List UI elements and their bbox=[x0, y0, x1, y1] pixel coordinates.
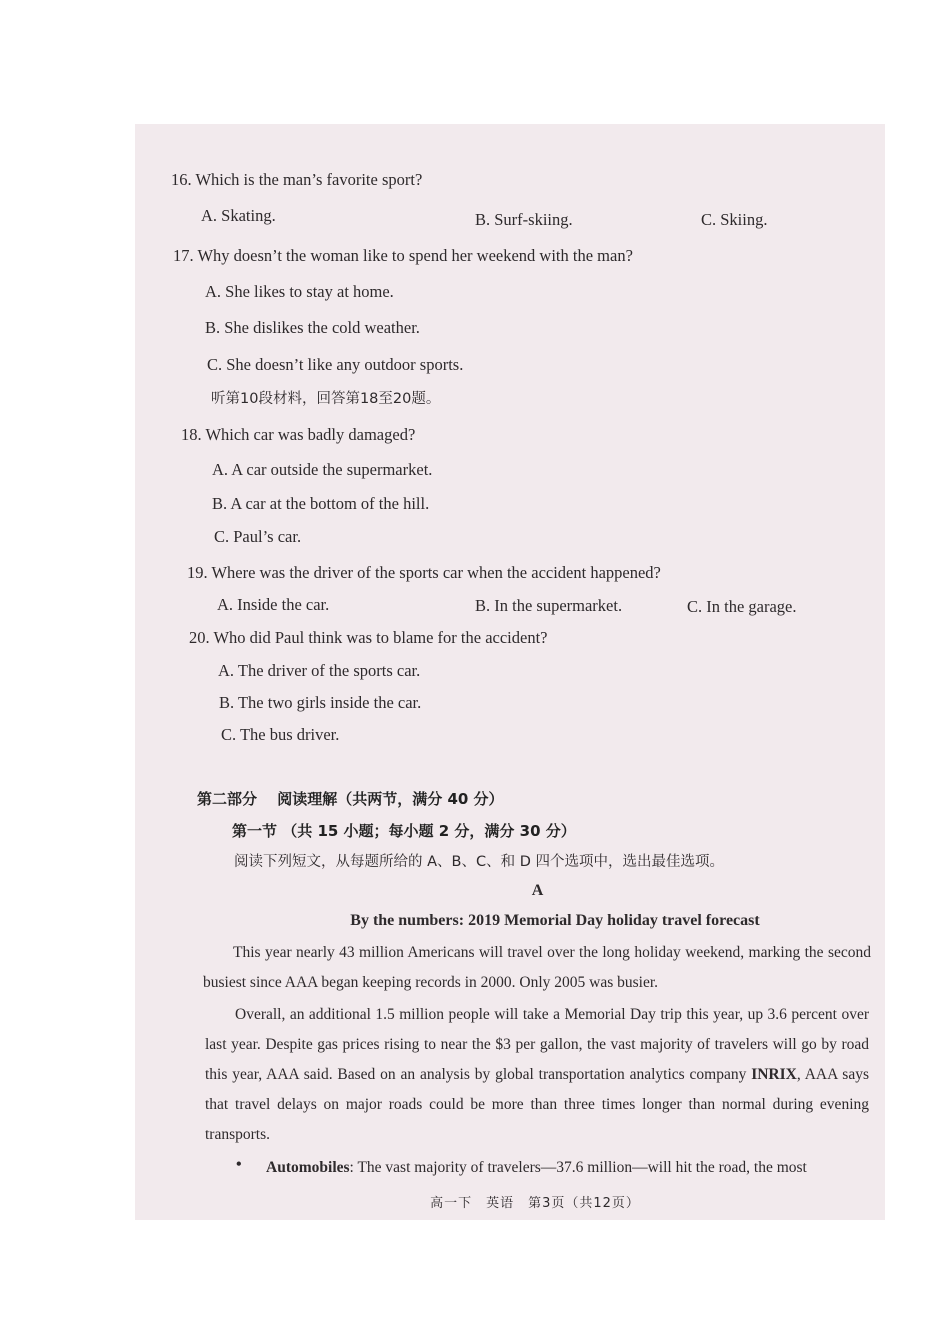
paragraph-2-text-start: Overall, an additional 1.5 million people will take a Memorial Day trip this year, up 3.6 percent over last year. Despite gas prices rising to near the $3 per gallon, the vast majority of travelers will go by road this year, AAA said. Based on an analysis by global transportation analytics company bbox=[205, 1006, 869, 1083]
section-one-heading: 第一节 （共 15 小题；每小题 2 分，满分 30 分） bbox=[232, 822, 576, 840]
paragraph-2-text-end: , AAA says that travel delays on major roads could be more than three times longer than normal during evening transports. bbox=[205, 1066, 869, 1143]
reading-instruction: 阅读下列短文，从每题所给的 A、B、C、和 D 四个选项中，选出最佳选项。 bbox=[234, 854, 724, 870]
passage-title: By the numbers: 2019 Memorial Day holiday travel forecast bbox=[350, 912, 760, 929]
question-17-option-b: B. She dislikes the cold weather. bbox=[205, 318, 420, 337]
question-18-stem: 18. Which car was badly damaged? bbox=[181, 425, 416, 444]
question-18-option-a: A. A car outside the supermarket. bbox=[212, 460, 433, 479]
paragraph-1-text: This year nearly 43 million Americans will travel over the long holiday weekend, marking the second busiest since AAA began keeping records in 2000. Only 2005 was busier. bbox=[203, 944, 871, 991]
exam-page bbox=[135, 124, 885, 1220]
question-19-option-b: B. In the supermarket. bbox=[475, 596, 623, 615]
question-20-stem: 20. Who did Paul think was to blame for the accident? bbox=[189, 628, 548, 647]
question-16-option-a: A. Skating. bbox=[201, 206, 276, 225]
question-20-option-c: C. The bus driver. bbox=[221, 725, 340, 744]
bullet-icon: • bbox=[236, 1156, 242, 1173]
question-17-option-c: C. She doesn’t like any outdoor sports. bbox=[207, 355, 464, 374]
question-19-stem: 19. Where was the driver of the sports car when the accident happened? bbox=[187, 563, 661, 582]
question-19-option-a: A. Inside the car. bbox=[217, 595, 330, 614]
question-20-option-a: A. The driver of the sports car. bbox=[218, 661, 421, 680]
question-18-option-b: B. A car at the bottom of the hill. bbox=[212, 494, 430, 513]
passage-paragraph-1 bbox=[203, 938, 871, 998]
question-18-option-c: C. Paul’s car. bbox=[214, 527, 302, 546]
question-16-option-b: B. Surf-skiing. bbox=[475, 210, 573, 229]
question-17-stem: 17. Why doesn’t the woman like to spend her weekend with the man? bbox=[173, 246, 633, 265]
bullet-term: Automobiles bbox=[266, 1159, 350, 1176]
question-17-option-a: A. She likes to stay at home. bbox=[205, 282, 394, 301]
question-16-stem: 16. Which is the man’s favorite sport? bbox=[171, 170, 423, 189]
inrix-company-name: INRIX bbox=[751, 1066, 797, 1083]
question-19-option-c: C. In the garage. bbox=[687, 597, 797, 616]
question-20-option-b: B. The two girls inside the car. bbox=[219, 693, 422, 712]
bullet-text: : The vast majority of travelers—37.6 million—will hit the road, the most bbox=[349, 1159, 807, 1176]
listening-instruction: 听第10段材料，回答第18至20题。 bbox=[211, 391, 441, 407]
part-two-heading: 第二部分 阅读理解（共两节，满分 40 分） bbox=[197, 790, 504, 808]
passage-letter: A bbox=[531, 882, 544, 899]
question-16-option-c: C. Skiing. bbox=[701, 210, 768, 229]
passage-paragraph-2 bbox=[205, 1000, 869, 1150]
page-footer: 高一下 英语 第3页（共12页） bbox=[430, 1196, 640, 1211]
bullet-automobiles bbox=[266, 1158, 807, 1178]
